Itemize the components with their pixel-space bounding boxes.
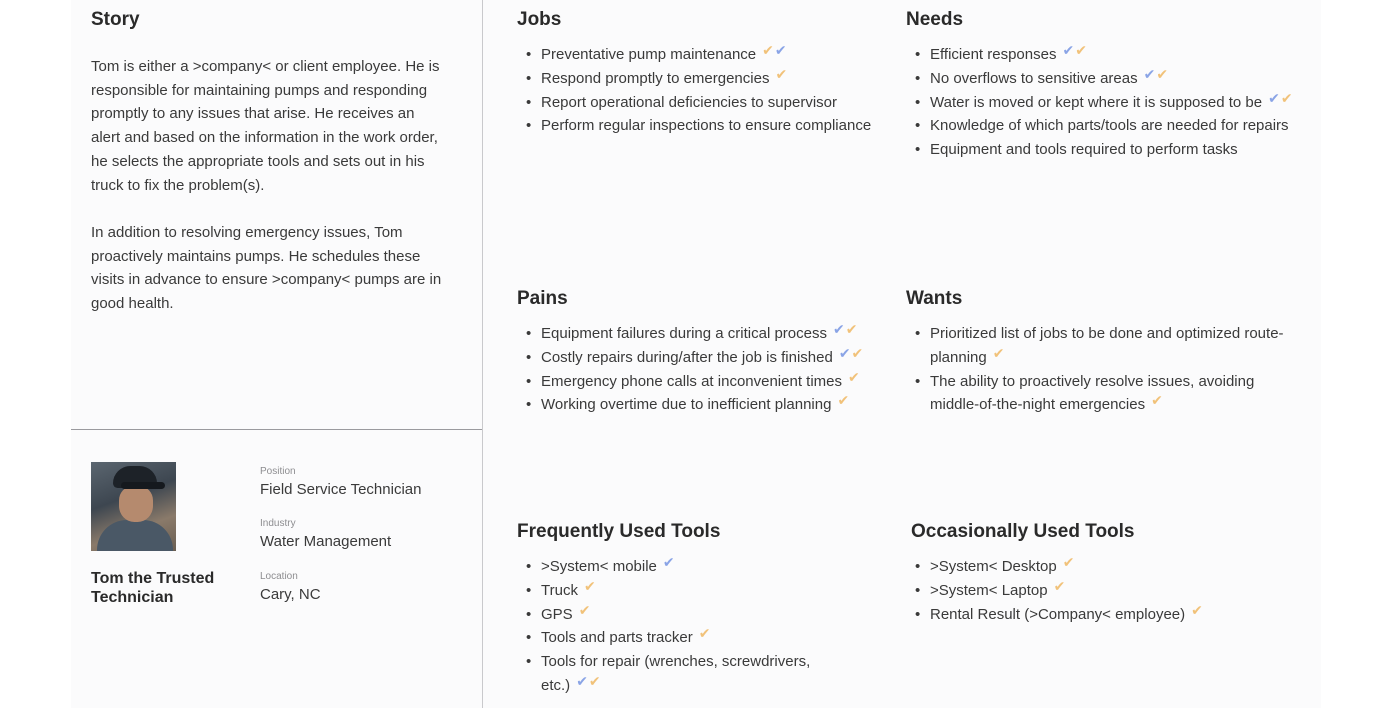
list-item [906, 43, 1318, 67]
list-item [906, 91, 1318, 115]
orange-check-icon: ✔ [578, 601, 591, 618]
list-item [906, 322, 1286, 370]
orange-check-icon: ✔ [1151, 392, 1163, 409]
blue-check-icon: ✔ [1062, 42, 1075, 58]
check-marks [1063, 555, 1076, 579]
list-item-text: Preventative pump maintenance [541, 46, 757, 63]
list-item [906, 114, 1318, 138]
list-item-text: Tools for repair (wrenches, screwdrivers, etc.) [541, 653, 811, 694]
orange-check-icon: ✔ [848, 368, 860, 385]
list-item-text: Respond promptly to emergencies [541, 69, 770, 87]
story-paragraph-2: In addition to resolving emergency issues, Tom proactively maintains pumps. He schedules these visits in advance to ensure >company< pumps are in good health. [91, 224, 442, 313]
check-marks [699, 626, 712, 650]
list-item [906, 579, 1286, 603]
story-paragraph-1: Tom is either a >company< or client employee. He is responsible for maintaining pumps and responding promptly to any issues that arise. He receives an alert and based on the information in the work order, he selects the appropriate tools and sets out in his truck to fix the problem(s). [91, 58, 440, 194]
list-item [906, 555, 1286, 579]
horizontal-divider [71, 429, 482, 430]
blue-check-icon: ✔ [1143, 65, 1156, 82]
check-marks [1268, 91, 1293, 115]
position-label: Position [260, 466, 296, 477]
blue-check-icon: ✔ [576, 672, 588, 689]
list-item [517, 91, 887, 115]
frequent-tools-list [517, 555, 837, 698]
orange-check-icon: ✔ [1156, 65, 1169, 82]
story-title: Story [91, 9, 140, 30]
list-item-text: >System< Laptop [930, 581, 1048, 599]
blue-check-icon: ✔ [774, 42, 787, 58]
location-value: Cary, NC [260, 586, 321, 603]
check-marks [584, 579, 597, 603]
orange-check-icon: ✔ [698, 625, 711, 642]
wants-list [906, 322, 1286, 417]
list-item [517, 322, 887, 346]
check-marks [1062, 43, 1087, 67]
list-item [517, 579, 837, 603]
list-item-text: GPS [541, 605, 573, 623]
pains-list [517, 322, 887, 417]
industry-value: Water Management [260, 533, 392, 550]
jobs-title: Jobs [517, 9, 562, 30]
pains-title: Pains [517, 288, 568, 309]
orange-check-icon: ✔ [1075, 42, 1087, 58]
frequent-tools-title: Frequently Used Tools [517, 521, 721, 542]
orange-check-icon: ✔ [1191, 601, 1203, 618]
needs-title: Needs [906, 9, 964, 30]
list-item-text: Report operational deficiencies to supervisor [541, 93, 837, 111]
check-marks [833, 322, 858, 346]
check-marks [576, 674, 601, 698]
persona-name: Tom the Trusted Technician [91, 570, 215, 606]
list-item [517, 555, 837, 579]
orange-check-icon: ✔ [851, 344, 864, 361]
person-photo [91, 462, 176, 551]
orange-check-icon: ✔ [1062, 554, 1075, 570]
check-marks [993, 346, 1006, 370]
list-item [517, 43, 887, 67]
list-item-text: Efficient responses [930, 46, 1057, 63]
occasional-tools-list [906, 555, 1286, 626]
list-item [517, 603, 837, 627]
orange-check-icon: ✔ [837, 392, 850, 409]
check-marks [837, 393, 850, 417]
list-item [517, 346, 887, 370]
list-item [906, 603, 1286, 627]
orange-check-icon: ✔ [588, 672, 601, 689]
jobs-list [517, 43, 887, 138]
list-item [517, 114, 887, 138]
needs-list [906, 43, 1318, 162]
list-item-text: Tools and parts tracker [541, 629, 693, 647]
check-marks [579, 603, 592, 627]
check-marks [775, 67, 788, 91]
list-item-text: >System< mobile [541, 558, 657, 575]
blue-check-icon: ✔ [1268, 89, 1280, 106]
blue-check-icon: ✔ [838, 344, 851, 361]
check-marks [1151, 393, 1164, 417]
list-item [517, 626, 837, 650]
list-item-text: No overflows to sensitive areas [930, 69, 1138, 87]
orange-check-icon: ✔ [1280, 89, 1293, 106]
list-item [906, 138, 1318, 162]
orange-check-icon: ✔ [775, 65, 788, 82]
check-marks [1144, 67, 1169, 91]
list-item-text: Equipment failures during a critical process [541, 325, 827, 342]
blue-check-icon: ✔ [662, 554, 675, 570]
check-marks [1191, 603, 1204, 627]
wants-title: Wants [906, 288, 963, 309]
industry-label: Industry [260, 518, 296, 529]
position-value: Field Service Technician [260, 481, 422, 498]
check-marks [839, 346, 864, 370]
orange-check-icon: ✔ [992, 344, 1005, 361]
occasional-tools-title: Occasionally Used Tools [911, 521, 1135, 542]
check-marks [1054, 579, 1067, 603]
list-item [517, 67, 887, 91]
list-item [517, 393, 887, 417]
list-item-text: Truck [541, 581, 578, 599]
orange-check-icon: ✔ [762, 42, 774, 58]
vertical-divider [482, 0, 483, 708]
list-item [517, 650, 837, 698]
check-marks [848, 370, 861, 394]
orange-check-icon: ✔ [583, 577, 596, 594]
list-item-text: >System< Desktop [930, 558, 1057, 575]
blue-check-icon: ✔ [832, 321, 845, 337]
orange-check-icon: ✔ [1053, 577, 1066, 594]
list-item-text: Working overtime due to inefficient planning [541, 396, 832, 414]
list-item-text: Knowledge of which parts/tools are needed for repairs [930, 117, 1289, 135]
list-item-text: Prioritized list of jobs to be done and optimized route-planning [930, 325, 1284, 366]
list-item [906, 67, 1318, 91]
location-label: Location [260, 571, 298, 582]
list-item-text: The ability to proactively resolve issues, avoiding middle-of-the-night emergencies [930, 372, 1255, 414]
list-item-text: Equipment and tools required to perform tasks [930, 141, 1238, 159]
check-marks [663, 555, 676, 579]
list-item-text: Perform regular inspections to ensure compliance [541, 117, 872, 135]
list-item-text: Costly repairs during/after the job is finished [541, 348, 833, 366]
list-item-text: Rental Result (>Company< employee) [930, 605, 1186, 623]
list-item [906, 370, 1286, 418]
list-item-text: Water is moved or kept where it is supposed to be [930, 93, 1263, 111]
list-item-text: Emergency phone calls at inconvenient times [541, 372, 842, 390]
orange-check-icon: ✔ [845, 321, 858, 337]
check-marks [762, 43, 787, 67]
list-item [517, 370, 887, 394]
